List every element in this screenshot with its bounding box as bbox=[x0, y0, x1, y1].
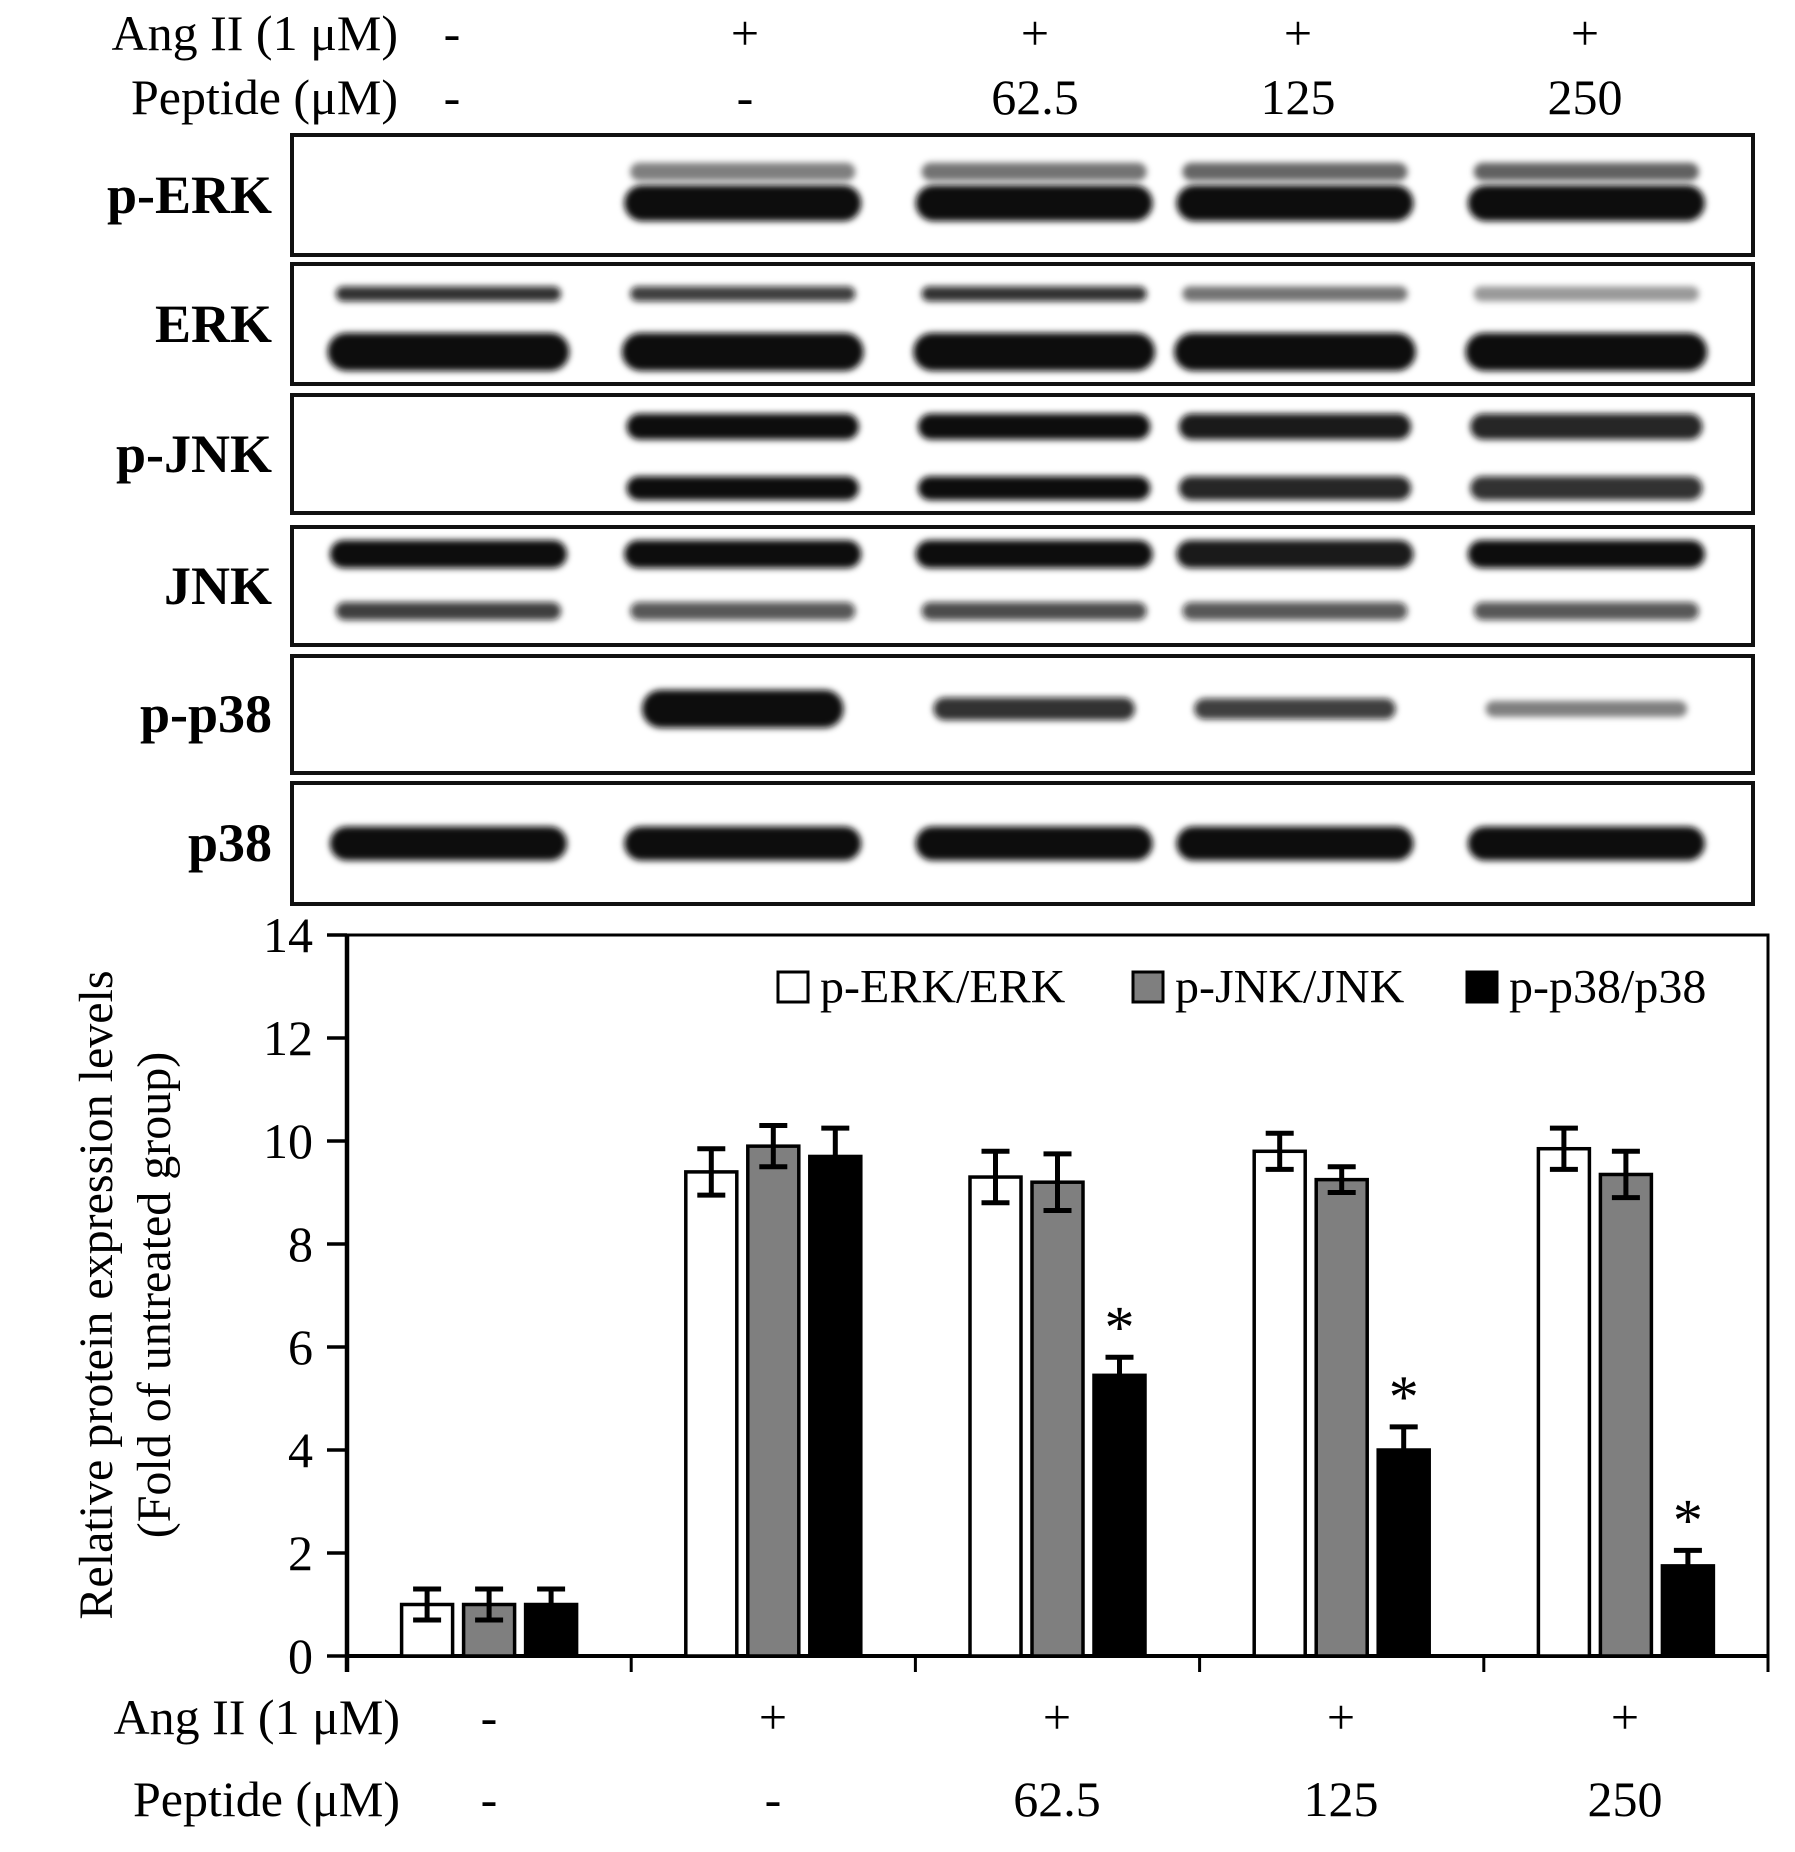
bar-p-ERK/ERK-group3 bbox=[1254, 1151, 1305, 1656]
top-angii-value: + bbox=[1570, 5, 1600, 61]
blot-band bbox=[1468, 185, 1705, 221]
blot-band bbox=[1176, 185, 1413, 221]
blot-band bbox=[1468, 827, 1705, 861]
blot-band bbox=[1182, 602, 1407, 620]
blot-band bbox=[1474, 286, 1699, 301]
blot-band bbox=[1465, 333, 1707, 371]
error-bar bbox=[759, 1126, 787, 1167]
bar-p-p38/p38-group2 bbox=[1094, 1375, 1145, 1656]
y-axis-title-line1: Relative protein expression levels bbox=[70, 970, 123, 1620]
error-bar bbox=[475, 1589, 503, 1620]
blot-band bbox=[1474, 163, 1699, 181]
blot-band bbox=[630, 163, 855, 181]
top-peptide-value: 125 bbox=[1260, 69, 1336, 125]
xaxis-peptide-value: - bbox=[764, 1771, 782, 1827]
blot-band bbox=[624, 540, 861, 568]
xaxis-peptide-value: 250 bbox=[1587, 1771, 1663, 1827]
bar-p-JNK/JNK-group4 bbox=[1600, 1174, 1651, 1656]
legend-label: p-JNK/JNK bbox=[1175, 960, 1405, 1014]
blot-panel-p-erk bbox=[290, 133, 1755, 257]
blot-band bbox=[336, 286, 561, 301]
significance-star: * bbox=[1388, 1363, 1419, 1430]
blot-band bbox=[918, 414, 1150, 440]
top-peptide-value: - bbox=[443, 69, 461, 125]
bar-p-p38/p38-group1 bbox=[810, 1156, 861, 1656]
y-tick-label: 14 bbox=[263, 907, 313, 963]
bar-p-JNK/JNK-group2 bbox=[1032, 1182, 1083, 1656]
blot-panel-p-p38 bbox=[290, 654, 1755, 775]
error-bar bbox=[982, 1151, 1010, 1203]
blot-band bbox=[1182, 163, 1407, 181]
bar-p-JNK/JNK-group1 bbox=[748, 1146, 799, 1656]
blot-label-jnk: JNK bbox=[164, 556, 272, 616]
error-bar bbox=[1550, 1128, 1578, 1169]
top-angii-value: + bbox=[1020, 5, 1050, 61]
blot-band bbox=[918, 476, 1150, 500]
error-bar bbox=[1612, 1151, 1640, 1197]
bar-p-ERK/ERK-group2 bbox=[970, 1177, 1021, 1656]
top-peptide-value: 250 bbox=[1547, 69, 1623, 125]
blot-label-p38: p38 bbox=[187, 813, 272, 873]
xaxis-peptide-value: - bbox=[480, 1771, 498, 1827]
top-angii-value: + bbox=[730, 5, 760, 61]
xaxis-angii-label: Ang II (1 μM) bbox=[113, 1689, 400, 1745]
bar-p-ERK/ERK-group4 bbox=[1538, 1149, 1589, 1656]
blot-band bbox=[913, 333, 1155, 371]
blot-panel-p38 bbox=[290, 781, 1755, 906]
blot-label-p-p38: p-p38 bbox=[139, 684, 272, 744]
bar-p-p38/p38-group0 bbox=[526, 1605, 577, 1657]
legend-label: p-p38/p38 bbox=[1509, 960, 1707, 1014]
blot-band bbox=[1182, 286, 1407, 301]
xaxis-angii-value: + bbox=[1042, 1689, 1072, 1745]
bar-p-p38/p38-group3 bbox=[1378, 1450, 1429, 1656]
blot-band bbox=[916, 827, 1153, 861]
blot-band bbox=[630, 602, 855, 620]
blot-band bbox=[622, 333, 864, 371]
blot-band bbox=[1470, 476, 1702, 500]
error-bar bbox=[821, 1128, 849, 1185]
xaxis-angii-value: + bbox=[1326, 1689, 1356, 1745]
y-tick-label: 10 bbox=[263, 1113, 313, 1169]
xaxis-peptide-label: Peptide (μM) bbox=[132, 1771, 400, 1827]
blot-band bbox=[627, 476, 859, 500]
bar-p-ERK/ERK-group0 bbox=[402, 1605, 453, 1657]
xaxis-angii-value: + bbox=[1610, 1689, 1640, 1745]
y-tick-label: 0 bbox=[288, 1628, 313, 1684]
y-tick-label: 12 bbox=[263, 1010, 313, 1066]
blot-band bbox=[330, 827, 567, 861]
bar-p-p38/p38-group4 bbox=[1662, 1566, 1713, 1656]
blot-band bbox=[916, 540, 1153, 568]
blot-panel-p-jnk bbox=[290, 393, 1755, 515]
error-bar bbox=[413, 1589, 441, 1620]
xaxis-angii-value: + bbox=[758, 1689, 788, 1745]
top-peptide-label: Peptide (μM) bbox=[130, 69, 398, 125]
top-angii-label: Ang II (1 μM) bbox=[111, 5, 398, 61]
blot-band bbox=[922, 163, 1147, 181]
top-angii-value: + bbox=[1283, 5, 1313, 61]
legend-swatch-p-p38/p38 bbox=[1467, 972, 1497, 1002]
top-peptide-value: 62.5 bbox=[991, 69, 1079, 125]
blot-band bbox=[933, 697, 1134, 720]
blot-band bbox=[1179, 414, 1411, 440]
top-angii-value: - bbox=[443, 5, 461, 61]
blot-band bbox=[922, 286, 1147, 301]
error-bar bbox=[1266, 1133, 1294, 1169]
blot-band bbox=[630, 286, 855, 301]
y-tick-label: 6 bbox=[288, 1319, 313, 1375]
blot-band bbox=[328, 333, 570, 371]
blot-panel-erk bbox=[290, 262, 1755, 386]
bar-p-JNK/JNK-group3 bbox=[1316, 1180, 1367, 1656]
blot-band bbox=[1176, 827, 1413, 861]
bar-p-JNK/JNK-group0 bbox=[464, 1605, 515, 1657]
blot-band bbox=[1174, 333, 1416, 371]
blot-band bbox=[627, 414, 859, 440]
error-bar bbox=[537, 1589, 565, 1620]
xaxis-peptide-value: 125 bbox=[1303, 1771, 1379, 1827]
blot-band bbox=[1486, 701, 1687, 717]
blot-band bbox=[916, 185, 1153, 221]
blot-band bbox=[1194, 698, 1395, 719]
blot-band bbox=[336, 602, 561, 620]
error-bar bbox=[697, 1149, 725, 1195]
y-tick-label: 2 bbox=[288, 1525, 313, 1581]
blot-band bbox=[1474, 602, 1699, 620]
xaxis-angii-value: - bbox=[480, 1689, 498, 1745]
blot-label-erk: ERK bbox=[154, 294, 272, 354]
legend-swatch-p-JNK/JNK bbox=[1133, 972, 1163, 1002]
blot-band bbox=[1468, 540, 1705, 568]
blot-band bbox=[624, 827, 861, 861]
blot-band bbox=[922, 602, 1147, 620]
error-bar bbox=[1044, 1154, 1072, 1211]
significance-star: * bbox=[1672, 1487, 1703, 1554]
blot-band bbox=[1470, 414, 1702, 440]
error-bar bbox=[1390, 1427, 1418, 1473]
plot-frame bbox=[347, 935, 1768, 1656]
blot-panel-jnk bbox=[290, 525, 1755, 647]
blot-label-p-erk: p-ERK bbox=[106, 165, 272, 225]
blot-band bbox=[330, 540, 567, 568]
y-tick-label: 8 bbox=[288, 1216, 313, 1272]
top-peptide-value: - bbox=[736, 69, 754, 125]
bar-p-ERK/ERK-group1 bbox=[686, 1172, 737, 1656]
blot-band bbox=[1179, 476, 1411, 500]
blot-band bbox=[642, 690, 843, 728]
y-axis-title-line2: (Fold of untreated group) bbox=[128, 1051, 181, 1539]
error-bar bbox=[1106, 1357, 1134, 1393]
error-bar bbox=[1328, 1167, 1356, 1193]
blot-band bbox=[624, 185, 861, 221]
error-bar bbox=[1674, 1550, 1702, 1581]
legend-label: p-ERK/ERK bbox=[820, 960, 1066, 1014]
legend-swatch-p-ERK/ERK bbox=[778, 972, 808, 1002]
blot-band bbox=[1176, 540, 1413, 568]
significance-star: * bbox=[1104, 1294, 1135, 1361]
xaxis-peptide-value: 62.5 bbox=[1013, 1771, 1101, 1827]
blot-label-p-jnk: p-JNK bbox=[115, 424, 272, 484]
y-tick-label: 4 bbox=[288, 1422, 313, 1478]
